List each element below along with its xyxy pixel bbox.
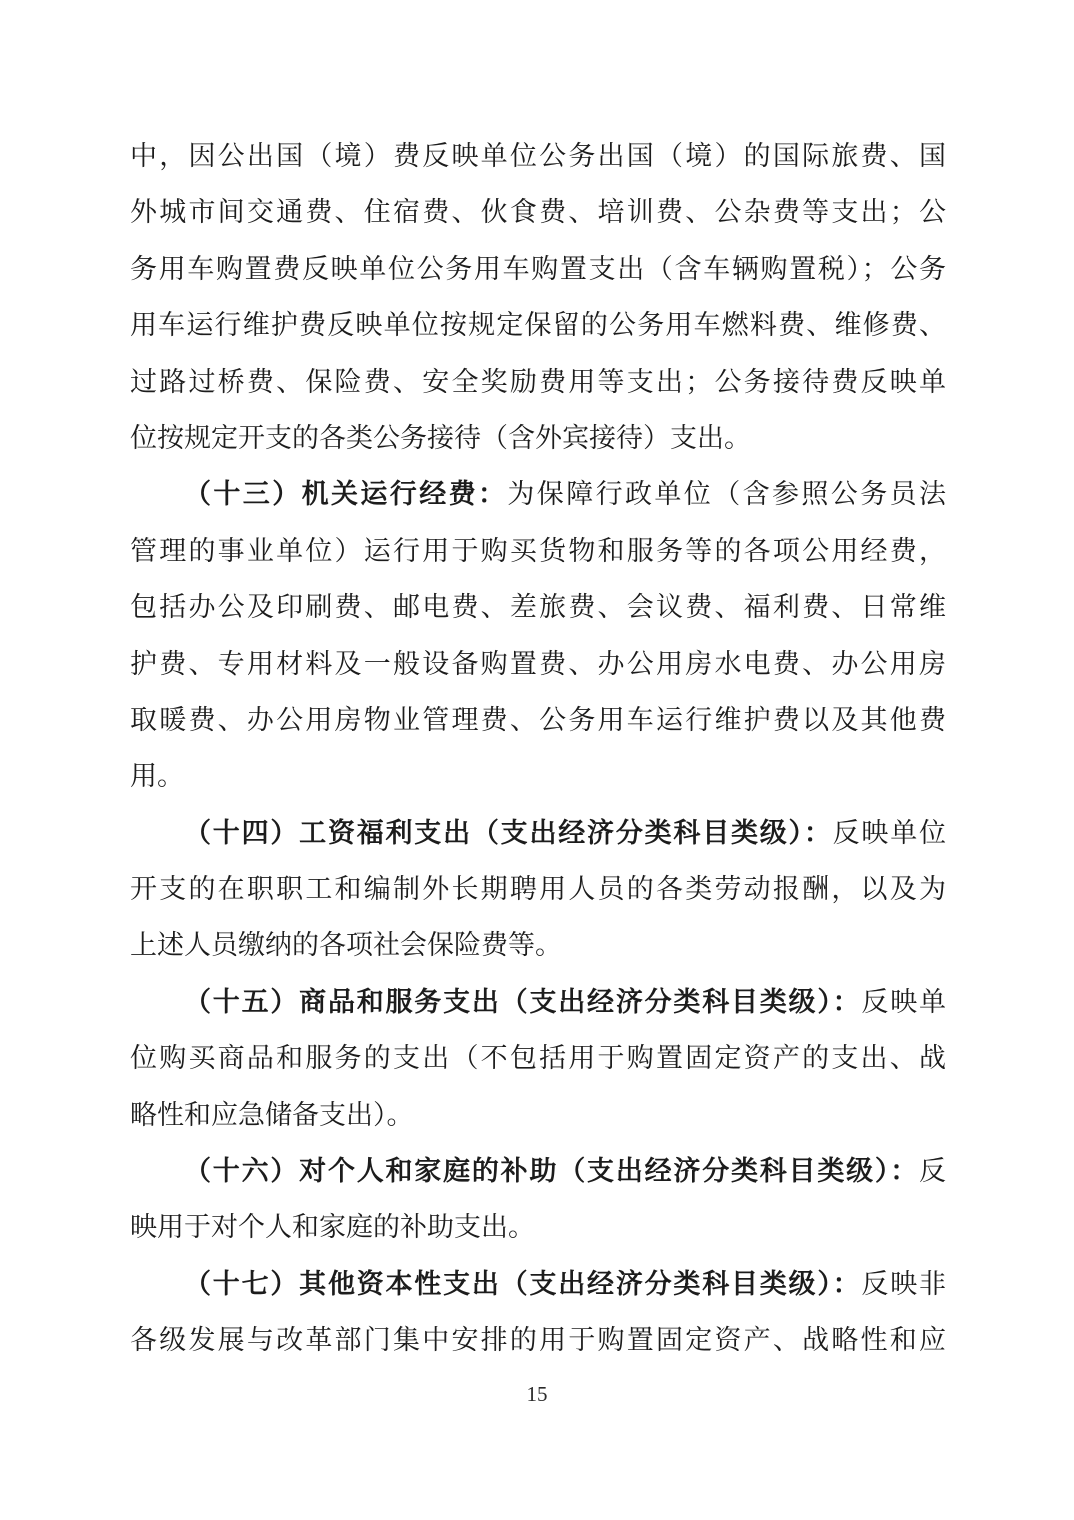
document-body [130, 128, 946, 1369]
line-text: 各级发展与改革部门集中安排的用于购置固定资产、战略性和应 [130, 1325, 946, 1356]
text-line [130, 748, 946, 804]
text-line [130, 1030, 946, 1086]
line-text: 反映单 [861, 986, 946, 1017]
text-line [130, 1199, 946, 1255]
heading-bold: （十五）商品和服务支出（支出经济分类科目类级）： [184, 986, 862, 1017]
text-line-heading-17 [130, 1256, 946, 1312]
text-line [130, 297, 946, 353]
text-line [130, 523, 946, 579]
heading-bold: （十七）其他资本性支出（支出经济分类科目类级）： [184, 1268, 862, 1299]
line-text: 为保障行政单位（含参照公务员法 [507, 479, 946, 510]
text-line [130, 692, 946, 748]
line-text: 映用于对个人和家庭的补助支出。 [130, 1212, 535, 1243]
text-line [130, 410, 946, 466]
text-line [130, 354, 946, 410]
text-line [130, 861, 946, 917]
heading-bold: （十四）工资福利支出（支出经济分类科目类级）： [184, 817, 833, 848]
text-line [130, 579, 946, 635]
text-line [130, 128, 946, 184]
line-text: 略性和应急储备支出）。 [130, 1099, 414, 1130]
line-text: 反映单位 [832, 817, 946, 848]
line-text: 用。 [130, 761, 184, 792]
line-text: 取暖费、办公用房物业管理费、公务用车运行维护费以及其他费 [130, 704, 946, 735]
line-text: 开支的在职职工和编制外长期聘用人员的各类劳动报酬，以及为 [130, 874, 946, 905]
text-line-heading-14 [130, 805, 946, 861]
line-text: 过路过桥费、保险费、安全奖励费用等支出；公务接待费反映单 [130, 366, 946, 397]
page-number: 15 [526, 1382, 548, 1406]
heading-bold: （十六）对个人和家庭的补助（支出经济分类科目类级）： [184, 1156, 919, 1187]
line-text: 管理的事业单位）运行用于购买货物和服务等的各项公用经费， [130, 535, 946, 566]
line-text: 位按规定开支的各类公务接待（含外宾接待）支出。 [130, 422, 751, 453]
line-text: 用车运行维护费反映单位按规定保留的公务用车燃料费、维修费、 [130, 310, 946, 341]
text-line-heading-16 [130, 1143, 946, 1199]
text-line [130, 241, 946, 297]
text-line-heading-15 [130, 974, 946, 1030]
text-line [130, 636, 946, 692]
line-text: 护费、专用材料及一般设备购置费、办公用房水电费、办公用房 [130, 648, 946, 679]
text-line [130, 1312, 946, 1368]
text-line [130, 917, 946, 973]
text-line [130, 1087, 946, 1143]
line-text: 务用车购置费反映单位公务用车购置支出（含车辆购置税）；公务 [130, 253, 946, 284]
line-text: 反映非 [861, 1268, 946, 1299]
line-text: 上述人员缴纳的各项社会保险费等。 [130, 930, 562, 961]
text-line [130, 184, 946, 240]
line-text: 包括办公及印刷费、邮电费、差旅费、会议费、福利费、日常维 [130, 592, 946, 623]
line-text: 外城市间交通费、住宿费、伙食费、培训费、公杂费等支出；公 [130, 197, 946, 228]
line-text: 反 [919, 1156, 946, 1187]
line-text: 位购买商品和服务的支出（不包括用于购置固定资产的支出、战 [130, 1043, 946, 1074]
line-text: 中，因公出国（境）费反映单位公务出国（境）的国际旅费、国 [130, 141, 946, 171]
text-line-heading-13 [130, 466, 946, 522]
heading-bold: （十三）机关运行经费： [184, 479, 508, 510]
